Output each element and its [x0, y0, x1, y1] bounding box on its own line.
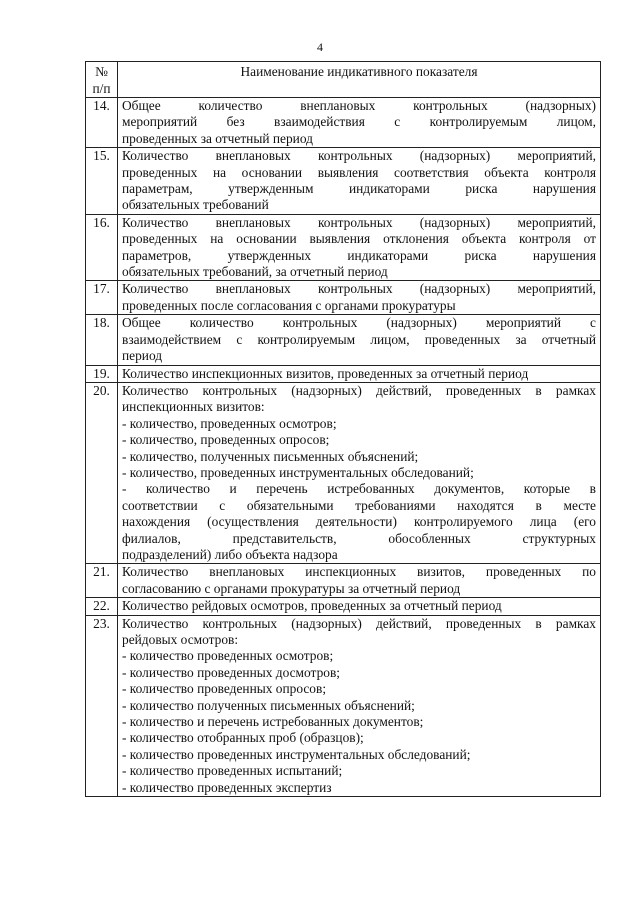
indicator-bullet: - количество проведенных досмотров;: [122, 664, 341, 680]
indicator-bullet: - количество проведенных осмотров;: [122, 648, 334, 664]
indicator-line: Количество контрольных (надзорных) действий, проведенных в рамках: [122, 382, 596, 398]
row-number: 14.: [86, 98, 118, 148]
indicator-name: [118, 382, 601, 563]
indicator-name: [118, 214, 601, 281]
indicator-bullet-line: нахождения (осуществления деятельности) контролируемого лица (его: [122, 514, 596, 530]
table-row: [86, 365, 601, 382]
indicator-line: обязательных требований, за отчетный период: [122, 264, 388, 280]
indicator-bullet: - количество проведенных опросов;: [122, 681, 327, 697]
table-row: [86, 615, 601, 796]
indicator-line: Общее количество внеплановых контрольных (надзорных): [122, 98, 596, 113]
indicator-bullet: - количество проведенных экспертиз: [122, 779, 332, 795]
indicator-bullet: - количество, проведенных инструментальных обследований;: [122, 464, 474, 480]
row-number: 18.: [86, 315, 118, 365]
indicator-line: Общее количество контрольных (надзорных) мероприятий с: [122, 315, 596, 331]
row-number: 17.: [86, 281, 118, 315]
table-row: [86, 382, 601, 563]
table-row: [86, 598, 601, 615]
indicator-bullet-line: - количество и перечень истребованных документов, которые в: [122, 481, 596, 497]
column-header-number-line2: п/п: [92, 81, 111, 96]
row-number: 19.: [86, 365, 118, 382]
indicator-line: проведенных после согласования с органами прокуратуры: [122, 297, 456, 313]
indicator-line: параметров, утвержденных индикаторами риска нарушения: [122, 247, 596, 263]
indicator-line: рейдовых осмотров:: [122, 632, 239, 647]
indicator-line: мероприятий без взаимодействия с контролируемым лицом,: [122, 114, 596, 130]
table-row: [86, 281, 601, 315]
indicator-line: период: [122, 348, 163, 364]
indicator-bullet-line: соответствии с обязательными требованиями находятся в месте: [122, 497, 596, 513]
indicator-line: согласованию с органами прокуратуры за отчетный период: [122, 580, 461, 596]
table-row: [86, 148, 601, 215]
row-number: 15.: [86, 148, 118, 215]
indicator-name: [118, 365, 601, 382]
indicators-table: [85, 61, 601, 797]
indicator-line: Количество рейдовых осмотров, проведенных за отчетный период: [122, 598, 502, 614]
indicator-name: [118, 315, 601, 365]
indicator-bullet: - количество отобранных проб (образцов);: [122, 730, 364, 746]
page-number: 4: [317, 40, 323, 54]
indicator-bullet: - количество полученных письменных объяснений;: [122, 697, 415, 713]
indicator-line: Количество инспекционных визитов, проведенных за отчетный период: [122, 365, 529, 381]
indicator-bullet: - количество, полученных письменных объяснений;: [122, 448, 419, 464]
indicator-line: Количество внеплановых инспекционных визитов, проведенных по: [122, 564, 596, 580]
indicator-bullet-line: подразделений) либо объекта надзора: [122, 546, 338, 562]
indicator-line: Количество внеплановых контрольных (надзорных) мероприятий,: [122, 281, 596, 297]
indicator-line: проведенных на основании выявления отклонения объекта контроля от: [122, 231, 596, 247]
indicator-name: [118, 148, 601, 215]
indicator-line: взаимодействием с контролируемым лицом, проведенных за отчетный: [122, 331, 596, 347]
indicator-name: [118, 564, 601, 598]
indicator-name: [118, 598, 601, 615]
indicator-bullet: - количество, проведенных осмотров;: [122, 415, 337, 431]
indicator-line: обязательных требований: [122, 197, 269, 213]
indicator-line: параметрам, утвержденным индикаторами риска нарушения: [122, 181, 596, 197]
indicator-bullet: - количество проведенных инструментальных обследований;: [122, 746, 471, 762]
column-header-number: [86, 62, 118, 98]
table-body: [86, 98, 601, 797]
column-header-number-line1: №: [95, 64, 108, 79]
row-number: 20.: [86, 382, 118, 563]
row-number: 16.: [86, 214, 118, 281]
indicator-bullet: - количество, проведенных опросов;: [122, 432, 330, 448]
indicator-name: [118, 98, 601, 148]
indicator-line: проведенных на основании выявления соответствия объекта контроля: [122, 164, 596, 180]
indicator-line: Количество контрольных (надзорных) действий, проведенных в рамках: [122, 615, 596, 631]
table-row: [86, 564, 601, 598]
column-header-name: Наименование индикативного показателя: [118, 62, 601, 98]
table-header-row: [86, 62, 601, 98]
indicator-line: проведенных за отчетный период: [122, 130, 313, 146]
table-row: [86, 214, 601, 281]
indicator-name: [118, 281, 601, 315]
indicator-line: Количество внеплановых контрольных (надзорных) мероприятий,: [122, 148, 596, 164]
indicator-line: инспекционных визитов:: [122, 399, 265, 415]
row-number: 22.: [86, 598, 118, 615]
indicator-line: Количество внеплановых контрольных (надзорных) мероприятий,: [122, 214, 596, 230]
row-number: 21.: [86, 564, 118, 598]
table-row: [86, 98, 601, 148]
indicator-name: [118, 615, 601, 796]
table-row: [86, 315, 601, 365]
indicator-bullet: - количество проведенных испытаний;: [122, 763, 343, 779]
indicator-bullet-line: филиалов, представительств, обособленных структурных: [122, 530, 596, 546]
row-number: 23.: [86, 615, 118, 796]
indicator-bullet: - количество и перечень истребованных документов;: [122, 714, 424, 730]
